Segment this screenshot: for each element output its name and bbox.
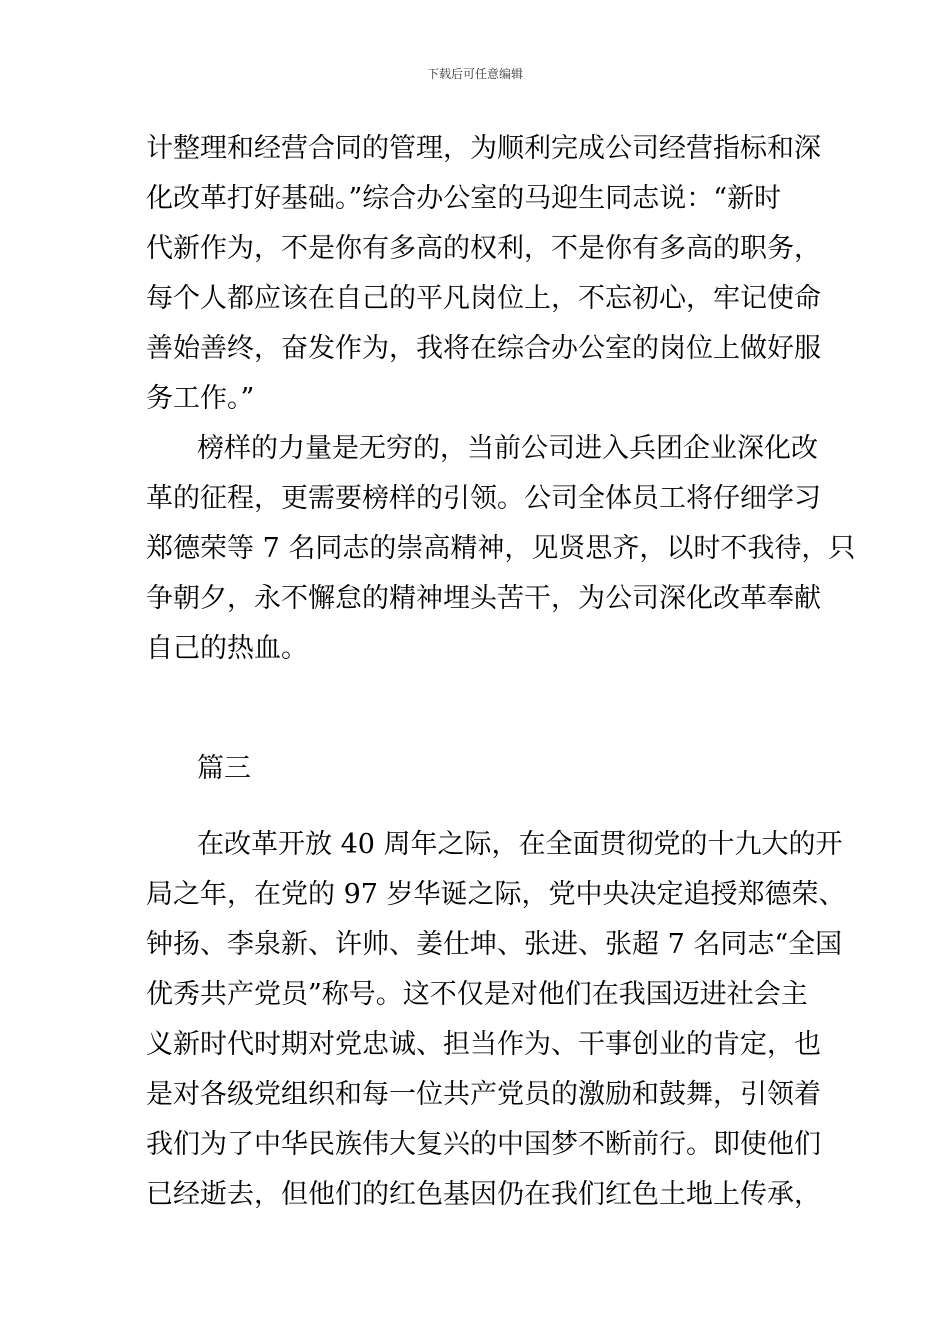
closing-paragraph bbox=[146, 424, 856, 674]
paragraph-line: 是对各级党组织和每一位共产党员的激励和鼓舞，引领着 bbox=[146, 1079, 821, 1110]
section-three-paragraph bbox=[146, 820, 846, 1220]
paragraph-line: 钟扬、李泉新、许帅、姜仕坤、张进、张超 7 名同志“全国 bbox=[146, 929, 843, 960]
paragraph-line: 善始善终，奋发作为，我将在综合办公室的岗位上做好服 bbox=[146, 333, 821, 364]
paragraph-line: 我们为了中华民族伟大复兴的中国梦不断前行。即使他们 bbox=[146, 1129, 821, 1160]
continuation-paragraph bbox=[146, 124, 821, 424]
paragraph-line: 已经逝去，但他们的红色基因仍在我们红色土地上传承， bbox=[146, 1179, 821, 1210]
paragraph-line: 自己的热血。 bbox=[146, 633, 308, 664]
paragraph-line: 局之年，在党的 97 岁华诞之际，党中央决定追授郑德荣、 bbox=[146, 879, 846, 910]
page-header: 下载后可任意编辑 bbox=[426, 67, 523, 81]
paragraph-line: 化改革打好基础。”综合办公室的马迎生同志说：“新时 bbox=[146, 183, 782, 214]
paragraph-line: 计整理和经营合同的管理，为顺利完成公司经营指标和深 bbox=[146, 133, 821, 164]
paragraph-line: 争朝夕，永不懈怠的精神埋头苦干，为公司深化改革奉献 bbox=[146, 583, 821, 614]
paragraph-line: 每个人都应该在自己的平凡岗位上，不忘初心，牢记使命 bbox=[146, 283, 821, 314]
paragraph-line: 在改革开放 40 周年之际，在全面贯彻党的十九大的开 bbox=[197, 829, 843, 860]
paragraph-line: 务工作。” bbox=[146, 383, 255, 414]
paragraph-line: 代新作为，不是你有多高的权利，不是你有多高的职务， bbox=[146, 233, 821, 264]
paragraph-line: 优秀共产党员”称号。这不仅是对他们在我国迈进社会主 bbox=[146, 979, 808, 1010]
paragraph-line: 榜样的力量是无穷的，当前公司进入兵团企业深化改 bbox=[197, 433, 818, 464]
paragraph-line: 郑德荣等 7 名同志的崇高精神，见贤思齐，以时不我待，只 bbox=[146, 533, 856, 564]
section-heading: 篇三 bbox=[197, 753, 251, 784]
paragraph-line: 义新时代时期对党忠诚、担当作为、干事创业的肯定，也 bbox=[146, 1029, 821, 1060]
paragraph-line: 革的征程，更需要榜样的引领。公司全体员工将仔细学习 bbox=[146, 483, 821, 514]
